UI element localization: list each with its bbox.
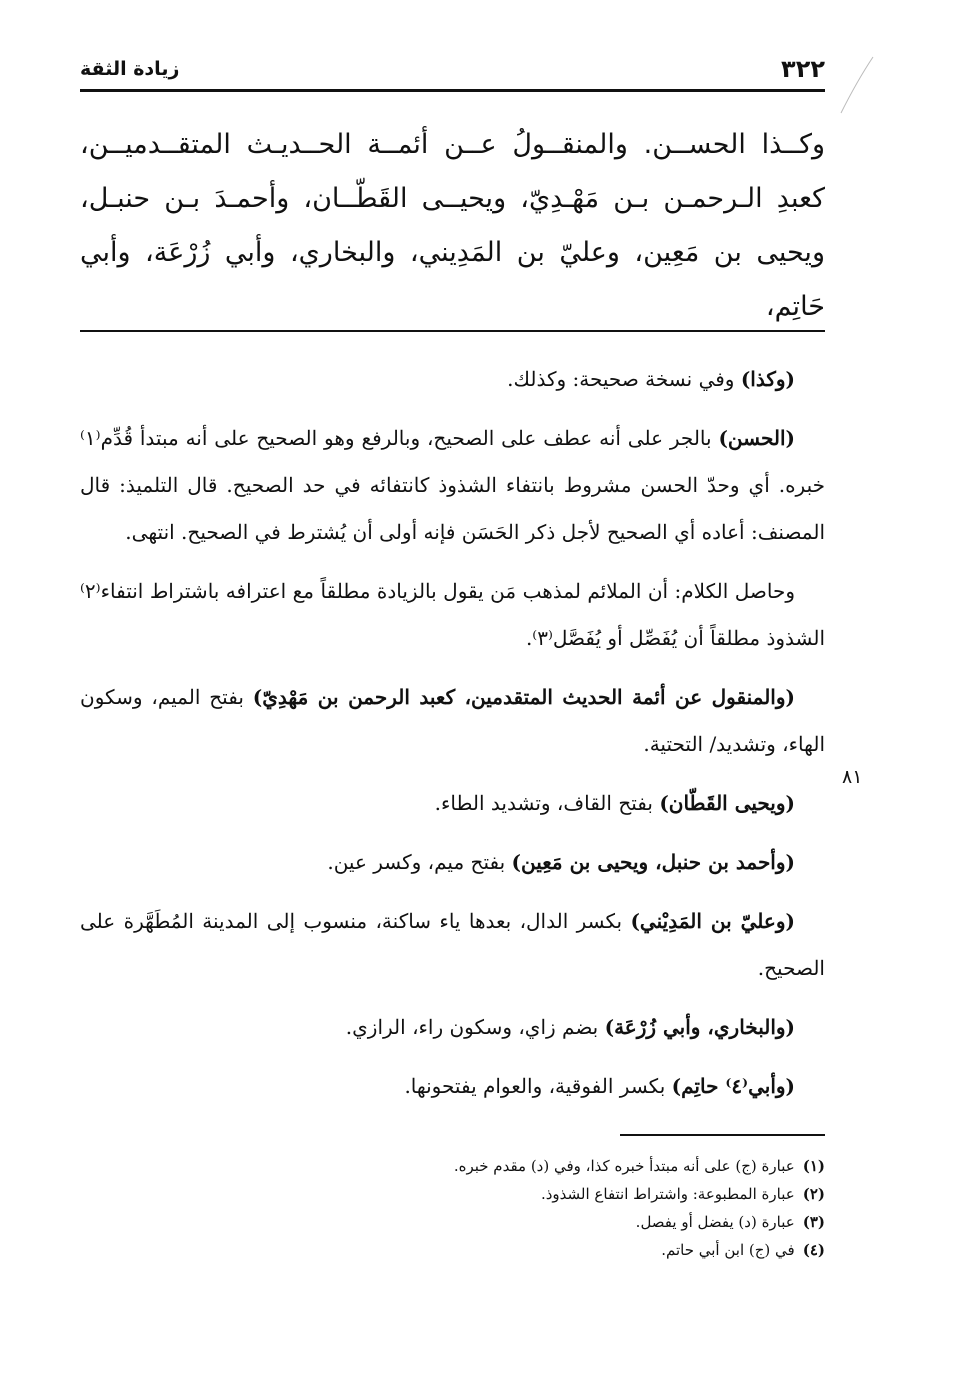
footnotes-list [80,1152,825,1264]
commentary-text: بفتح ميم، وكسر عين. [327,850,512,874]
footnote-rule [620,1134,825,1136]
main-text-rule [80,330,825,332]
scan-artifact-mark [835,55,875,115]
commentary-text: بكسر الدال، بعدها ياء ساكنة، منسوب إلى المدينة المُطَهَّرة على الصحيح. [80,909,825,980]
footnote-item [80,1180,825,1208]
commentary-lemma: (ويحيى القَطّان) [659,791,795,815]
commentary-text: بفتح الميم، وسكون الهاء، وتشديد/ التحتية. [80,685,825,756]
page-number: ٣٢٢ [781,55,825,83]
header-rule [80,89,825,92]
commentary-paragraph [80,674,825,768]
footnote-text: عبارة (ج) على أنه مبتدأ خبره كذا، وفي (د) مقدم خبره. [453,1157,795,1175]
commentary-text: بضم زاي، وسكون راء، الرازي. [345,1015,605,1039]
page-header [80,50,825,84]
footnote-number: (٤) [802,1241,825,1259]
footnote-number: (٣) [802,1213,825,1231]
commentary-paragraph [80,568,825,662]
footnote-number: (١) [802,1157,825,1175]
running-title: زيادة الثقة [80,58,180,80]
commentary-lemma: (وكذا) [740,367,795,391]
manuscript-folio-marker: ٨١ [842,766,863,788]
commentary-lemma: (الحسن) [718,426,795,450]
footnote-number: (٢) [802,1185,825,1203]
commentary-paragraph [80,415,825,556]
commentary-paragraph [80,1063,825,1110]
footnote-item [80,1208,825,1236]
commentary-lemma: (وأبي⁽٤⁾ حاتِم) [671,1074,795,1098]
commentary-lemma: (وأحمد بن حنبل، ويحيى بن مَعِين) [511,850,795,874]
footnote-item [80,1152,825,1180]
footnote-text: في (ج) ابن أبي حاتم. [661,1241,795,1259]
commentary-block [80,356,825,1122]
commentary-text: بفتح القاف، وتشديد الطاء. [434,791,660,815]
commentary-paragraph [80,839,825,886]
commentary-text: وحاصل الكلام: أن الملائم لمذهب مَن يقول بالزيادة مطلقاً مع اعترافه باشتراط انتفاء⁽٢⁾ الشذوذ مطلقاً أن يُفَصِّل أو يُفَصَّل⁽٣⁾. [80,579,825,650]
commentary-text: وفي نسخة صحيحة: وكذلك. [507,367,741,391]
commentary-lemma: (والمنقول عن أئمة الحديث المتقدمين، كعبد الرحمن بن مَهْدِيّ) [252,685,795,709]
main-text-block: وكــذا الحســن. والمنقــولُ عــن أئمــة الحــديـث المتقــدميــن، كعبدِ الـرحمـن بـن مَهْـدِيّ، ويحيــى القَطّــان، وأحمـدَ بـن حنبـل، ويحيى بن مَعِين، وعليّ بن المَدِيني، والبخاري، وأبي زُرْعَة، وأبي حَاتِم، [80,129,825,322]
commentary-lemma: (وعليّ بن المَدِيْني) [630,909,795,933]
commentary-text: بالجر على أنه عطف على الصحيح، وبالرفع وهو الصحيح على أنه مبتدأ قُدِّم⁽١⁾ خبره. أي وحدّ الحسن مشروط بانتفاء الشذوذ كانتفائه في حد الصحيح. قال التلميذ: قال المصنف: أعاده أي الصحيح لأجل ذكر الحَسَن فإنه أولى أن يُشترط في الصحيح. انتهى. [80,426,825,544]
commentary-paragraph [80,898,825,992]
footnote-text: عبارة (د) يفضل أو يفصل. [635,1213,795,1231]
commentary-lemma: (والبخاري، وأبي زُرْعَة) [604,1015,795,1039]
commentary-text: بكسر الفوقية، والعوام يفتحونها. [404,1074,672,1098]
commentary-paragraph [80,780,825,827]
footnote-item [80,1236,825,1264]
commentary-paragraph [80,356,825,403]
commentary-paragraph [80,1004,825,1051]
footnote-text: عبارة المطبوعة: واشتراط انتفاع الشذوذ. [540,1185,795,1203]
